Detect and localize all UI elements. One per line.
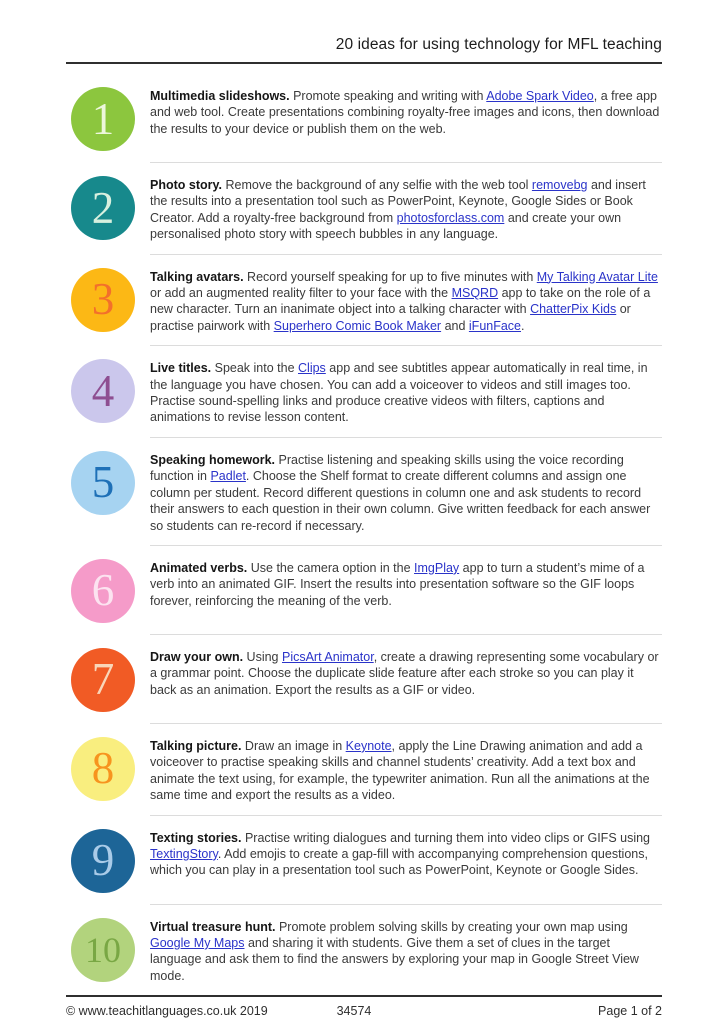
idea-title: Draw your own. [150, 649, 244, 664]
hyperlink[interactable]: iFunFace [468, 318, 522, 333]
idea-title: Animated verbs. [150, 560, 248, 575]
idea-item [66, 346, 662, 437]
footer-doc-id: 34574 [336, 1004, 372, 1019]
idea-body-text: and sharing it with students. Give them a set of clues in the target language and ask them to find the answers by exploring your map in Google Street View mode. [150, 935, 639, 983]
idea-number-badge: 2 [71, 176, 135, 240]
hyperlink[interactable]: Google My Maps [150, 935, 245, 950]
idea-text [150, 916, 662, 985]
idea-body-text: app and see subtitles appear automatically in real time, in the language you have chosen. You can add a voiceover to videos and still images too. Practise sound-spelling links and produce creative videos with filters, captions and animations to revise lesson content. [150, 361, 648, 425]
idea-body-text: app to turn a student’s mime of a verb into an animated GIF. Insert the results into presentation software so the GIF loops forever, reinforcing the meaning of the verb. [150, 560, 645, 608]
idea-body-text: Promote problem solving skills by creating your own map using [275, 919, 628, 934]
idea-text [150, 174, 662, 243]
idea-item [66, 546, 662, 634]
idea-item [66, 724, 662, 815]
idea-number-badge: 1 [71, 87, 135, 151]
idea-text [150, 557, 662, 609]
idea-item [66, 438, 662, 545]
hyperlink[interactable]: MSQRD [451, 286, 499, 301]
ideas-list [66, 64, 662, 995]
hyperlink[interactable]: TextingStory [150, 846, 218, 861]
idea-body-text: Remove the background of any selfie with the web tool [222, 178, 532, 192]
idea-text [150, 357, 662, 426]
footer-copyright: © www.teachitlanguages.co.uk 2019 [66, 1004, 268, 1019]
idea-number-badge: 4 [71, 359, 135, 423]
idea-body-text: Promote speaking and writing with [289, 89, 487, 103]
idea-item [66, 163, 662, 254]
idea-body-text: or practise pairwork with [150, 302, 631, 333]
idea-number-badge: 9 [71, 829, 135, 893]
hyperlink[interactable]: removebg [531, 178, 588, 192]
page-footer [66, 995, 662, 1018]
idea-body-text: , apply the Line Drawing animation and add a voiceover to practise speaking skills and channel students’ creativity. Add a text box and animate the text using, for example, the typewriter animation. Run all the animations at the same time and export the results as a video. [150, 738, 650, 803]
footer-page-number: Page 1 of 2 [598, 1004, 662, 1019]
idea-text [150, 266, 662, 335]
idea-body-text: Record yourself speaking for up to five minutes with [243, 269, 537, 284]
idea-number-badge: 5 [71, 451, 135, 515]
hyperlink[interactable]: Keynote [345, 738, 392, 753]
page-header [66, 0, 662, 64]
idea-item [66, 905, 662, 996]
idea-title: Live titles. [150, 361, 212, 376]
idea-item [66, 635, 662, 723]
idea-item [66, 74, 662, 162]
idea-body-text: Use the camera option in the [247, 560, 415, 575]
hyperlink[interactable]: PicsArt Animator [281, 649, 374, 664]
hyperlink[interactable]: ChatterPix Kids [530, 302, 617, 317]
idea-body-text: app to take on the role of a new character. Turn an inanimate object into a talking character with [150, 286, 651, 317]
idea-body-text: and insert the results into a presentation tool such as PowerPoint, Keynote, Google Sides or Book Creator. Add a royalty-free background from [150, 178, 646, 225]
idea-body-text: Practise listening and speaking skills using the voice recording function in [150, 452, 624, 484]
idea-title: Speaking homework. [150, 452, 276, 467]
idea-body-text: and [441, 318, 469, 333]
hyperlink[interactable]: Clips [298, 361, 326, 376]
idea-number-badge: 6 [71, 559, 135, 623]
idea-text [150, 735, 662, 804]
idea-body-text: or add an augmented reality filter to your face with the [150, 286, 452, 301]
page-title: 20 ideas for using technology for MFL teaching [335, 36, 662, 53]
idea-text [150, 449, 662, 534]
hyperlink[interactable]: My Talking Avatar Lite [536, 269, 658, 284]
idea-number-badge: 7 [71, 648, 135, 712]
idea-title: Photo story. [150, 178, 222, 192]
idea-title: Virtual treasure hunt. [150, 919, 276, 934]
idea-body-text: . Add emojis to create a gap-fill with accompanying comprehension questions, which you can play in a presentation tool such as PowerPoint, Keynote or Google Sides. [150, 846, 648, 878]
hyperlink[interactable]: photosforclass.com [396, 210, 505, 225]
hyperlink[interactable]: Superhero Comic Book Maker [273, 318, 442, 333]
hyperlink[interactable]: Padlet [210, 469, 246, 484]
idea-number-badge: 3 [71, 268, 135, 332]
idea-body-text: Using [243, 649, 282, 664]
idea-body-text: , a free app and web tool. Create presentations combining royalty-free images and icons, then download the results to your device or publish them on the web. [150, 89, 660, 136]
idea-title: Texting stories. [150, 830, 242, 845]
idea-text [150, 827, 662, 879]
idea-number-badge: 8 [71, 737, 135, 801]
idea-text [150, 85, 662, 137]
idea-number-badge: 10 [71, 918, 135, 982]
idea-body-text: Draw an image in [241, 738, 346, 753]
idea-body-text: and create your own personalised photo story with speech bubbles in any language. [150, 210, 622, 242]
idea-text [150, 646, 662, 698]
idea-body-text: Speak into the [211, 361, 299, 376]
idea-item [66, 255, 662, 346]
idea-body-text: . Choose the Shelf format to create different columns and assign one column per student. Record different questions in column one and ask students to record their answers to each question in their own column. Give written feedback for each answer so students can re-record if necessary. [150, 469, 651, 533]
hyperlink[interactable]: ImgPlay [414, 560, 460, 575]
idea-title: Talking avatars. [150, 269, 244, 284]
hyperlink[interactable]: Adobe Spark Video [486, 89, 594, 103]
idea-item [66, 816, 662, 904]
idea-body-text: . [521, 318, 525, 333]
idea-title: Multimedia slideshows. [150, 89, 290, 103]
idea-body-text: Practise writing dialogues and turning them into video clips or GIFS using [241, 830, 651, 845]
idea-title: Talking picture. [150, 738, 242, 753]
idea-body-text: , create a drawing representing some vocabulary or a grammar point. Choose the duplicate slide feature after each stroke so you can play it back as an animation. Export the results as a GIF or video. [150, 649, 659, 697]
